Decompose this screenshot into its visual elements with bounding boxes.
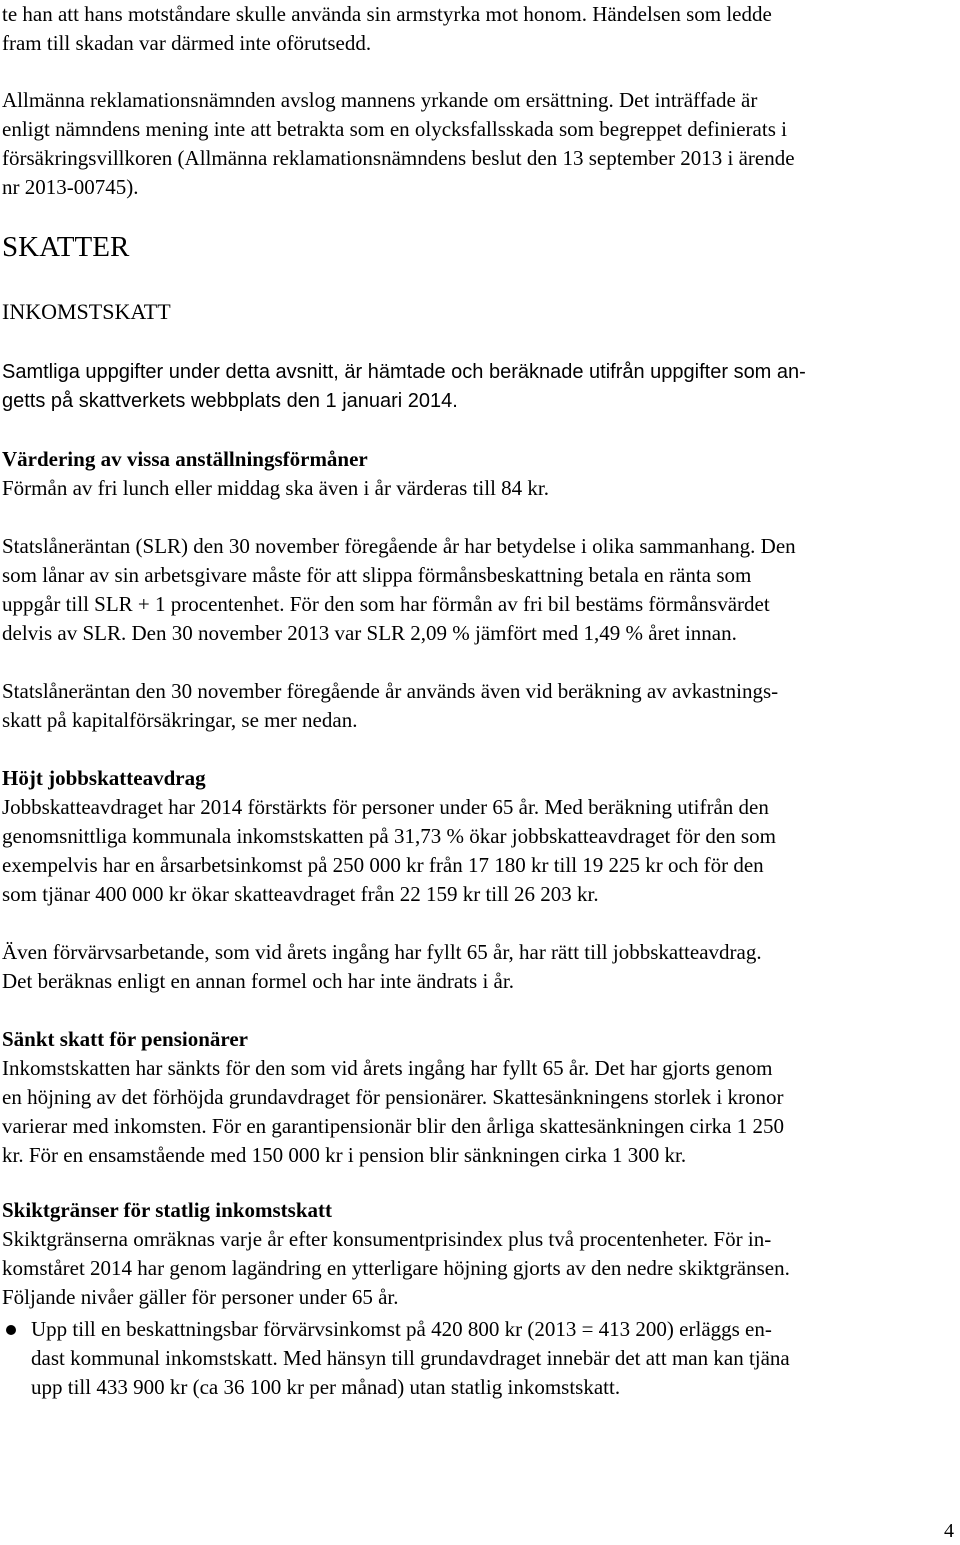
- heading-skatter: SKATTER: [2, 231, 130, 263]
- section-title: Höjt jobbskatteavdrag: [2, 766, 206, 790]
- paragraph-line: Det beräknas enligt en annan formel och har inte ändrats i år.: [2, 969, 514, 993]
- paragraph-line: kr. För en ensamstående med 150 000 kr i pension blir sänkningen cirka 1 300 kr.: [2, 1143, 687, 1167]
- intro-line: Allmänna reklamationsnämnden avslog mannens yrkande om ersättning. Det inträffade är: [2, 88, 758, 112]
- intro-line: te han att hans motståndare skulle använda sin armstyrka mot honom. Händelsen som ledde: [2, 2, 772, 26]
- paragraph-line: skatt på kapitalförsäkringar, se mer nedan.: [2, 708, 358, 732]
- paragraph-line: Statslåneräntan (SLR) den 30 november föregående år har betydelse i olika sammanhang. Den: [2, 534, 796, 558]
- bullet-icon: [6, 1325, 16, 1335]
- source-note-line: Samtliga uppgifter under detta avsnitt, är hämtade och beräknade utifrån uppgifter som an-: [2, 361, 806, 383]
- intro-line: enligt nämndens mening inte att betrakta som en olycksfallsskada som begreppet definierats i: [2, 117, 787, 141]
- paragraph-line: en höjning av det förhöjda grundavdraget för pensionärer. Skattesänkningens storlek i kronor: [2, 1085, 784, 1109]
- intro-line: nr 2013-00745).: [2, 175, 139, 199]
- intro-line: försäkringsvillkoren (Allmänna reklamationsnämndens beslut den 13 september 2013 i ärende: [2, 146, 795, 170]
- heading-inkomstskatt: INKOMSTSKATT: [2, 299, 171, 324]
- paragraph-line: Skiktgränserna omräknas varje år efter konsumentprisindex plus två procentenheter. För in-: [2, 1227, 772, 1251]
- paragraph-line: Förmån av fri lunch eller middag ska även i år värderas till 84 kr.: [2, 476, 549, 500]
- paragraph-line: Inkomstskatten har sänkts för den som vid årets ingång har fyllt 65 år. Det har gjorts genom: [2, 1056, 773, 1080]
- paragraph-line: Även förvärvsarbetande, som vid årets ingång har fyllt 65 år, har rätt till jobbskatteavdrag.: [2, 940, 762, 964]
- paragraph-line: uppgår till SLR + 1 procentenhet. För den som har förmån av fri bil bestäms förmånsvärdet: [2, 592, 770, 616]
- intro-line: fram till skadan var därmed inte oförutsedd.: [2, 31, 372, 55]
- section-title: Värdering av vissa anställningsförmåner: [2, 447, 368, 471]
- section-title: Skiktgränser för statlig inkomstskatt: [2, 1198, 333, 1222]
- paragraph-line: Följande nivåer gäller för personer under 65 år.: [2, 1285, 399, 1309]
- bullet-line: Upp till en beskattningsbar förvärvsinkomst på 420 800 kr (2013 = 413 200) erläggs en-: [31, 1317, 772, 1341]
- paragraph-line: som tjänar 400 000 kr ökar skatteavdraget från 22 159 kr till 26 203 kr.: [2, 882, 599, 906]
- paragraph-line: delvis av SLR. Den 30 november 2013 var SLR 2,09 % jämfört med 1,49 % året innan.: [2, 621, 737, 645]
- source-note-line: getts på skattverkets webbplats den 1 januari 2014.: [2, 390, 458, 412]
- paragraph-line: komståret 2014 har genom lagändring en ytterligare höjning gjorts av den nedre skiktgränsen.: [2, 1256, 790, 1280]
- paragraph-line: genomsnittliga kommunala inkomstskatten på 31,73 % ökar jobbskatteavdraget för den som: [2, 824, 776, 848]
- bullet-line: dast kommunal inkomstskatt. Med hänsyn till grundavdraget innebär det att man kan tjäna: [31, 1346, 790, 1370]
- paragraph-line: varierar med inkomsten. För en garantipensionär blir den årliga skattesänkningen cirka 1 250: [2, 1114, 785, 1138]
- paragraph-line: Jobbskatteavdraget har 2014 förstärkts för personer under 65 år. Med beräkning utifrån den: [2, 795, 769, 819]
- page-number: 4: [944, 1520, 954, 1542]
- paragraph-line: som lånar av sin arbetsgivare måste för att slippa förmånsbeskattning betala en ränta som: [2, 563, 752, 587]
- bullet-line: upp till 433 900 kr (ca 36 100 kr per månad) utan statlig inkomstskatt.: [31, 1375, 621, 1399]
- paragraph-line: exempelvis har en årsarbetsinkomst på 250 000 kr från 17 180 kr till 19 225 kr och för den: [2, 853, 764, 877]
- paragraph-line: Statslåneräntan den 30 november föregående år används även vid beräkning av avkastnings-: [2, 679, 779, 703]
- section-title: Sänkt skatt för pensionärer: [2, 1027, 249, 1051]
